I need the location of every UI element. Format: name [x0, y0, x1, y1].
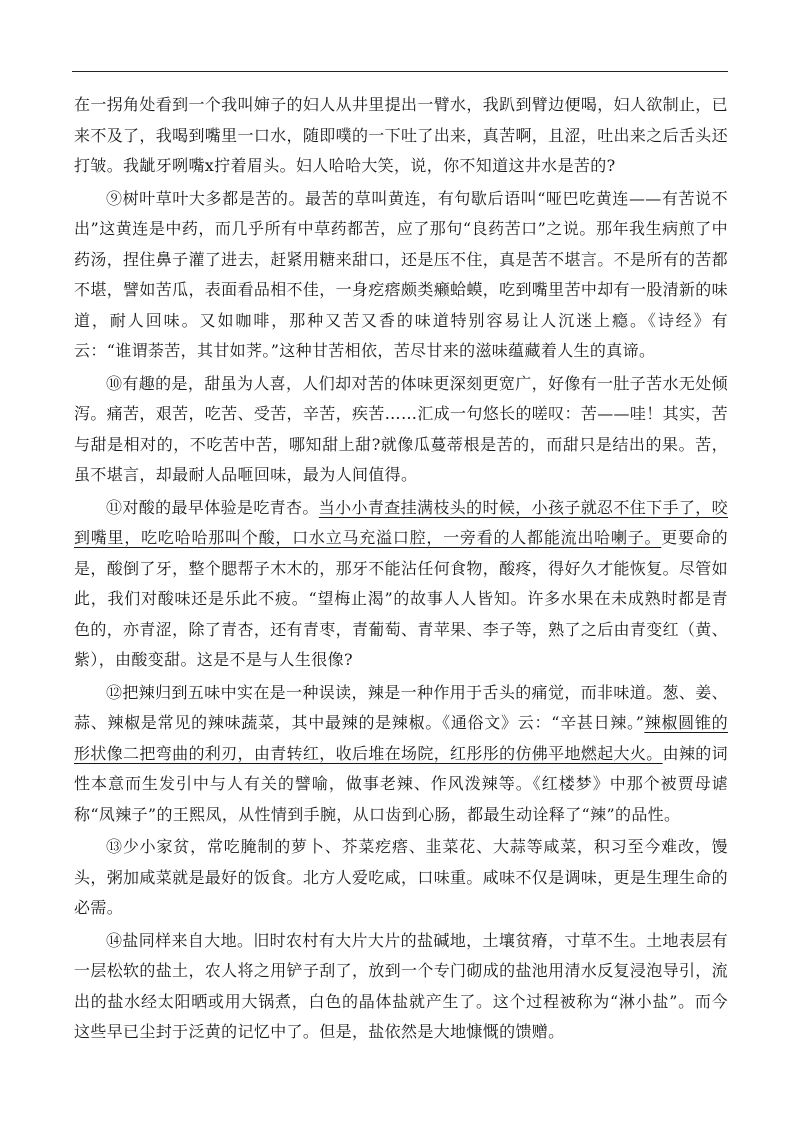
text-segment: ⑭盐同样来自大地。旧时农村有大片大片的盐碱地，土壤贫瘠，寸草不生。土地表层有一层松软的盐土，农人将之用铲子刮了，放到一个专门砌成的盐池用清水反复浸泡导引，流出的盐水经太阳晒或用大锅煮，白色的晶体盐就产生了。这个过程被称为“淋小盐”。而今这些早已尘封于泛黄的记忆中了。但是，盐依然是大地慷慨的馈赠。 [74, 930, 729, 1041]
paragraph-9 [74, 184, 728, 367]
text-segment: ⑬少小家贫，常吃腌制的萝卜、芥菜疙瘩、韭菜花、大蒜等咸菜，积习至今难改，馒头，粥加咸菜就是最好的饭食。北方人爱吃咸，口味重。咸味不仅是调味，更是生理生命的必需。 [74, 837, 729, 917]
paragraph-12 [74, 678, 728, 831]
text-segment: ⑩有趣的是，甜虽为人喜，人们却对苦的体味更深刻更宽广，好像有一肚子苦水无处倾泻。痛苦，艰苦，吃苦、受苦，辛苦，疾苦……汇成一句悠长的嗟叹：苦——哇！其实，苦与甜是相对的，不吃苦中苦，哪知甜上甜?就像瓜蔓蒂根是苦的，而甜只是结出的果。苦，虽不堪言，却最耐人品咂回味，最为人间值得。 [74, 373, 729, 484]
text-segment: ⑫把辣归到五味中实在是一种误读，辣是一种作用于舌头的痛觉，而非味道。葱、姜、蒜、辣椒是常见的辣味蔬菜，其中最辣的是辣椒。《通俗文》云：“辛甚日辣。” [74, 682, 728, 732]
paragraph-14 [74, 926, 728, 1048]
paragraph-13 [74, 832, 728, 924]
text-segment: ⑨树叶草叶大多都是苦的。最苦的草叫黄连，有句歇后语叫“哑巴吃黄连——有苦说不出”这黄连是中药，而几乎所有中草药都苦，应了那句“良药苦口”之说。那年我生病煎了中药汤，捏住鼻子灌了进去，赶紧用糖来甜口，还是压不住，真是苦不堪言。不是所有的苦都不堪，譬如苦瓜，表面看品相不佳，一身疙瘩颇类癞蛤蟆，吃到嘴里苦中却有一股清新的味道，耐人回味。又如咖啡，那种又苦又香的味道特别容易让人沉迷上瘾。《诗经》有云：“谁谓荼苦，其甘如荠。”这种甘苦相依，苦尽甘来的滋味蕴藏着人生的真谛。 [74, 188, 729, 360]
text-segment: 由辣的词性本意而生发引中与人有关的譬喻，做事老辣、作风泼辣等。《红楼梦》中那个被贾母谑称“凤辣子”的王熙凤，从性情到手腕，从口齿到心肠，都最生动诠释了“辣”的品性。 [74, 743, 729, 824]
paragraph-continued [74, 90, 728, 182]
article-body [74, 90, 728, 1050]
paragraph-11 [74, 493, 728, 676]
paragraph-10 [74, 369, 728, 491]
underlined-sentence: 辣椒圆锥的形状像二把弯曲的利刃，由青转红，收后堆在场院，红彤彤的仿佛平地燃起大火。 [74, 713, 728, 763]
header-rule [72, 71, 728, 72]
text-segment: 在一拐角处看到一个我叫婶子的妇人从井里提出一臂水，我趴到臂边便喝，妇人欲制止，已来不及了，我喝到嘴里一口水，随即噗的一下吐了出来，真苦啊，且涩，吐出来之后舌头还打皱。我龇牙咧嘴x拧着眉头。妇人哈哈大笑，说，你不知道这井水是苦的? [74, 95, 729, 175]
text-segment: 更要命的是，酸倒了牙，整个腮帮子木木的，那牙不能沾任何食物，酸疼，得好久才能恢复。尽管如此，我们对酸味还是乐此不疲。“望梅止渴”的故事人人皆知。许多水果在未成熟时都是青色的，亦青涩，除了青杏，还有青枣，青葡萄、青苹果、李子等，熟了之后由青变红（黄、紫），由酸变甜。这是不是与人生很像? [74, 528, 729, 669]
underlined-sentence: 当小小青查挂满枝头的时候，小孩子就忍不住下手了，咬到嘴里，吃吃哈哈那叫个酸，口水立马充溢口腔，一旁看的人都能流出哈喇子。 [74, 497, 728, 547]
text-segment: ⑪对酸的最早体验是吃青杏。 [106, 497, 319, 517]
